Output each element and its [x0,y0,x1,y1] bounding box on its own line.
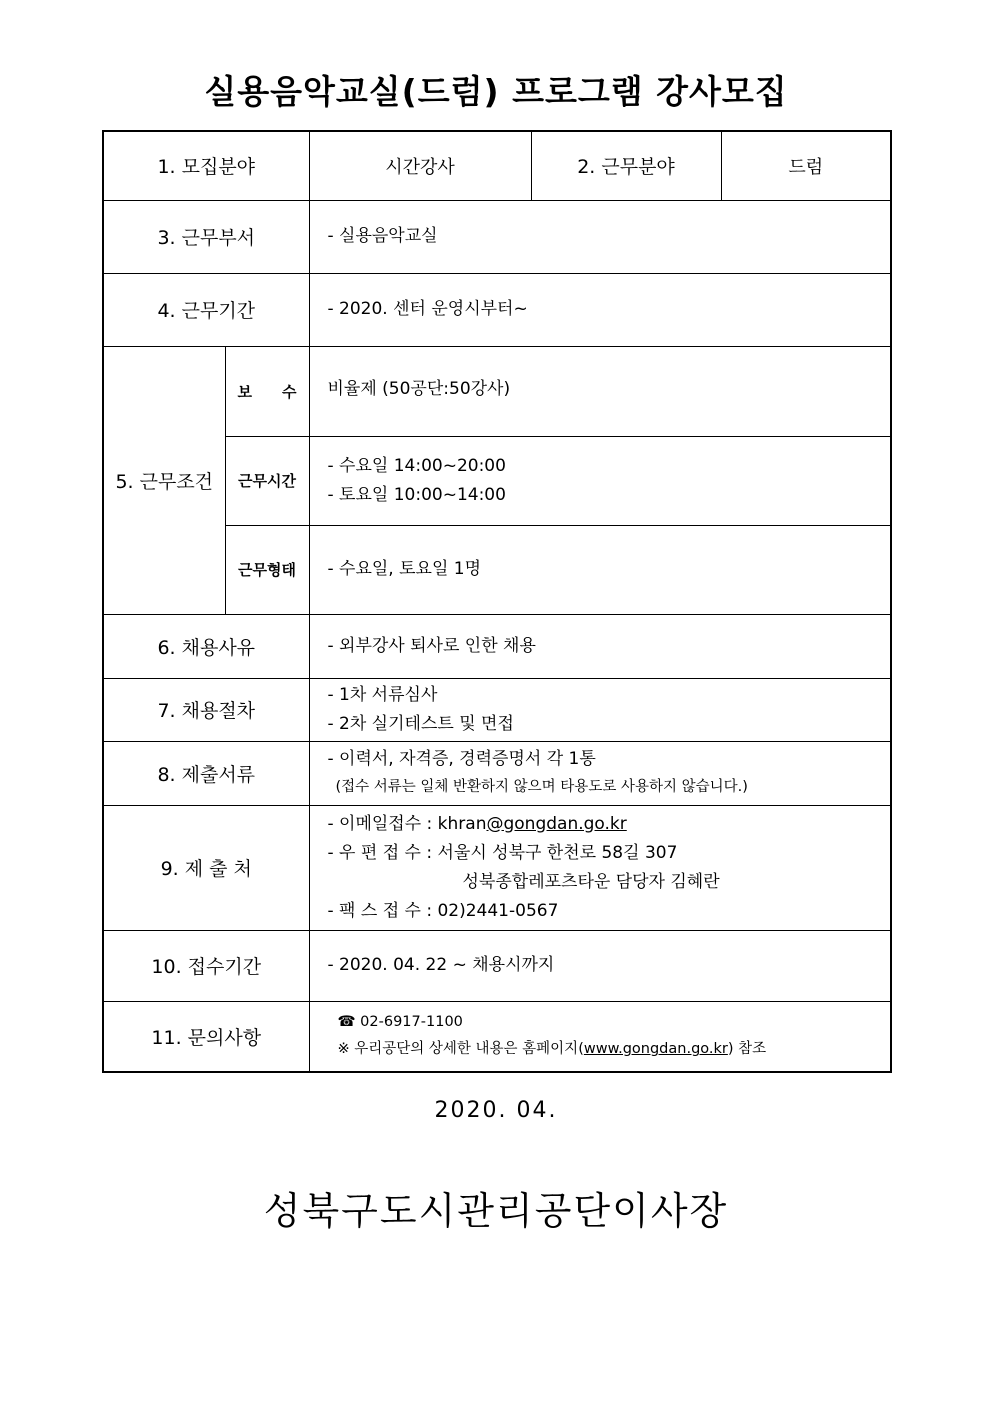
note-line [338,1036,891,1063]
dept-value: - 실용음악교실 [309,200,891,273]
post-line-1: - 우 편 접 수 : 서울시 성북구 한천로 58길 307 [327,842,678,863]
dept-label: 3. 근무부서 [103,200,309,273]
table-row [103,346,891,436]
email-link[interactable]: @gongdan.go.kr [486,813,627,834]
recruitment-table [102,130,892,1073]
submit-label: 9. 제 출 처 [103,805,309,930]
note-suffix: ) 참조 [727,1041,767,1058]
field-label: 1. 모집분야 [103,131,309,200]
signature: 성북구도시관리공단이사장 [263,1189,729,1233]
hours-value [309,436,891,525]
docs-value [309,741,891,805]
reason-value: - 외부강사 퇴사로 인한 채용 [309,614,891,678]
procedure-value [309,678,891,741]
table-row [103,614,891,678]
inquiry-value [309,1001,891,1072]
table-row [103,131,891,200]
fax-line: - 팩 스 접 수 : 02)2441-0567 [327,900,559,921]
type-label: 근무형태 [225,525,309,614]
procedure-label: 7. 채용절차 [103,678,309,741]
table-row [103,678,891,741]
table-row [103,930,891,1001]
phone-line: ☎ 02-6917-1100 [337,1014,463,1031]
email-prefix: - 이메일접수 : khran [327,813,487,834]
homepage-link[interactable]: www.gongdan.go.kr [583,1041,728,1058]
hours-label: 근무시간 [225,436,309,525]
field-value: 시간강사 [309,131,531,200]
hours-line-2: - 토요일 10:00~14:00 [327,484,506,505]
hours-line-1: - 수요일 14:00~20:00 [327,455,506,476]
period-label: 4. 근무기간 [103,273,309,346]
table-row [103,805,891,930]
receipt-label: 10. 접수기간 [103,930,309,1001]
table-row [103,200,891,273]
work-field-value: 드럼 [721,131,891,200]
table-row [103,741,891,805]
docs-line-1: - 이력서, 자격증, 경력증명서 각 1통 [327,749,596,769]
table-row [103,1001,891,1072]
submit-value [309,805,891,930]
docs-line-2: (접수 서류는 일체 반환하지 않으며 타용도로 사용하지 않습니다.) [335,779,748,795]
work-field-label: 2. 근무분야 [531,131,721,200]
table-row [103,273,891,346]
pay-value: 비율제 (50공단:50강사) [309,346,891,436]
document-date: 2020. 04. [434,1098,558,1123]
note-prefix: ※ 우리공단의 상세한 내용은 홈페이지( [337,1041,584,1058]
email-line [328,810,891,839]
reason-label: 6. 채용사유 [103,614,309,678]
post-line-2: 성북종합레포츠타운 담당자 김혜란 [462,871,720,892]
receipt-value: - 2020. 04. 22 ~ 채용시까지 [309,930,891,1001]
docs-label: 8. 제출서류 [103,741,309,805]
page-title: 실용음악교실(드럼) 프로그램 강사모집 [204,72,788,111]
type-value: - 수요일, 토요일 1명 [309,525,891,614]
pay-label: 보 수 [225,346,309,436]
conditions-label: 5. 근무조건 [103,346,225,614]
inquiry-label: 11. 문의사항 [103,1001,309,1072]
period-value: - 2020. 센터 운영시부터~ [309,273,891,346]
procedure-line-1: - 1차 서류심사 [327,684,438,705]
procedure-line-2: - 2차 실기테스트 및 면접 [327,713,514,734]
